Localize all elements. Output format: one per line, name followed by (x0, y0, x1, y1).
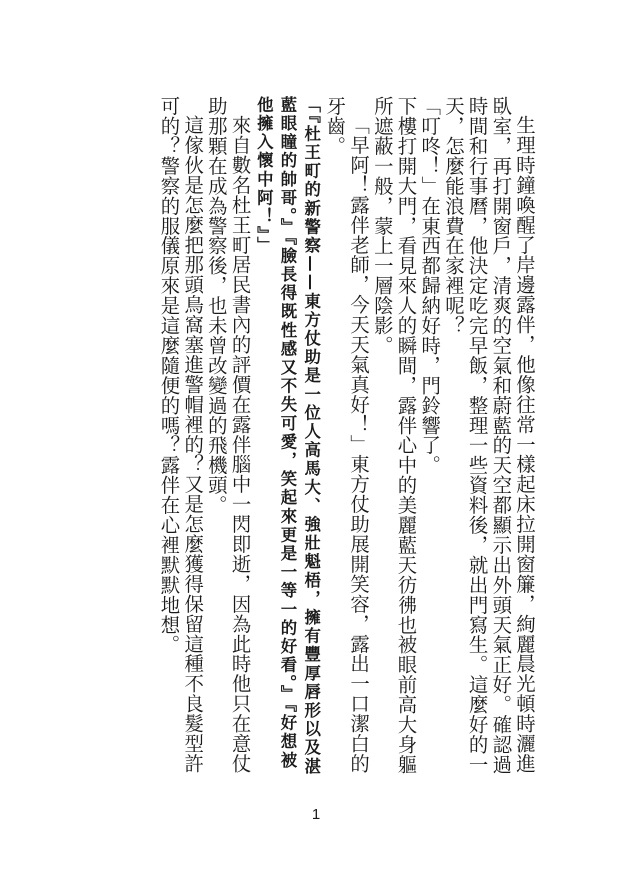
paragraph-5-quote: 「『杜王町的新警察——東方仗助是一位人高馬大、強壯魁梧，擁有豐厚唇形以及湛藍眼瞳的帥哥。』『臉長得既性感又不失可愛，笑起來更是一等一的好看。』『好想被他擁入懷中阿！』」 (254, 96, 321, 776)
paragraph-6: 來自數名杜王町居民書內的評價在露伴腦中一閃即逝，因為此時他只在意仗助那顆在成為警察後，也未曾改變過的飛機頭。 (204, 96, 252, 774)
paragraph-7: 這傢伙是怎麼把那頭鳥窩塞進警帽裡的？又是怎麼獲得保留這種不良髮型許可的？警察的服儀原來是這麼隨便的嗎？露伴在心裡默默地想。 (157, 96, 205, 774)
page-number: 1 (311, 806, 321, 823)
body-text (84, 96, 536, 786)
paragraph-1: 生理時鐘喚醒了岸邊露伴，他像往常一樣起床拉開窗簾，絢麗晨光頓時灑進臥室，再打開窗戶，清爽的空氣和蔚藍的天空都顯示出外頭天氣正好。確認過時間和行事曆，他決定吃完早飯，整理一些資料後，就出門寫生。這麼好的一天，怎麼能浪費在家裡呢？ (441, 96, 536, 775)
paragraph-4: 「早阿！露伴老師，今天天氣真好！」東方仗助展開笑容，露出一口潔白的牙齒。 (323, 96, 371, 774)
paragraph-2: 「叮咚！」在東西都歸納好時，門鈴響了。 (418, 96, 442, 476)
paragraph-3: 下樓打開大門，看見來人的瞬間，露伴心中的美麗藍天彷彿也被眼前高大身軀所遮蔽一般，蒙上一層陰影。 (370, 96, 418, 775)
